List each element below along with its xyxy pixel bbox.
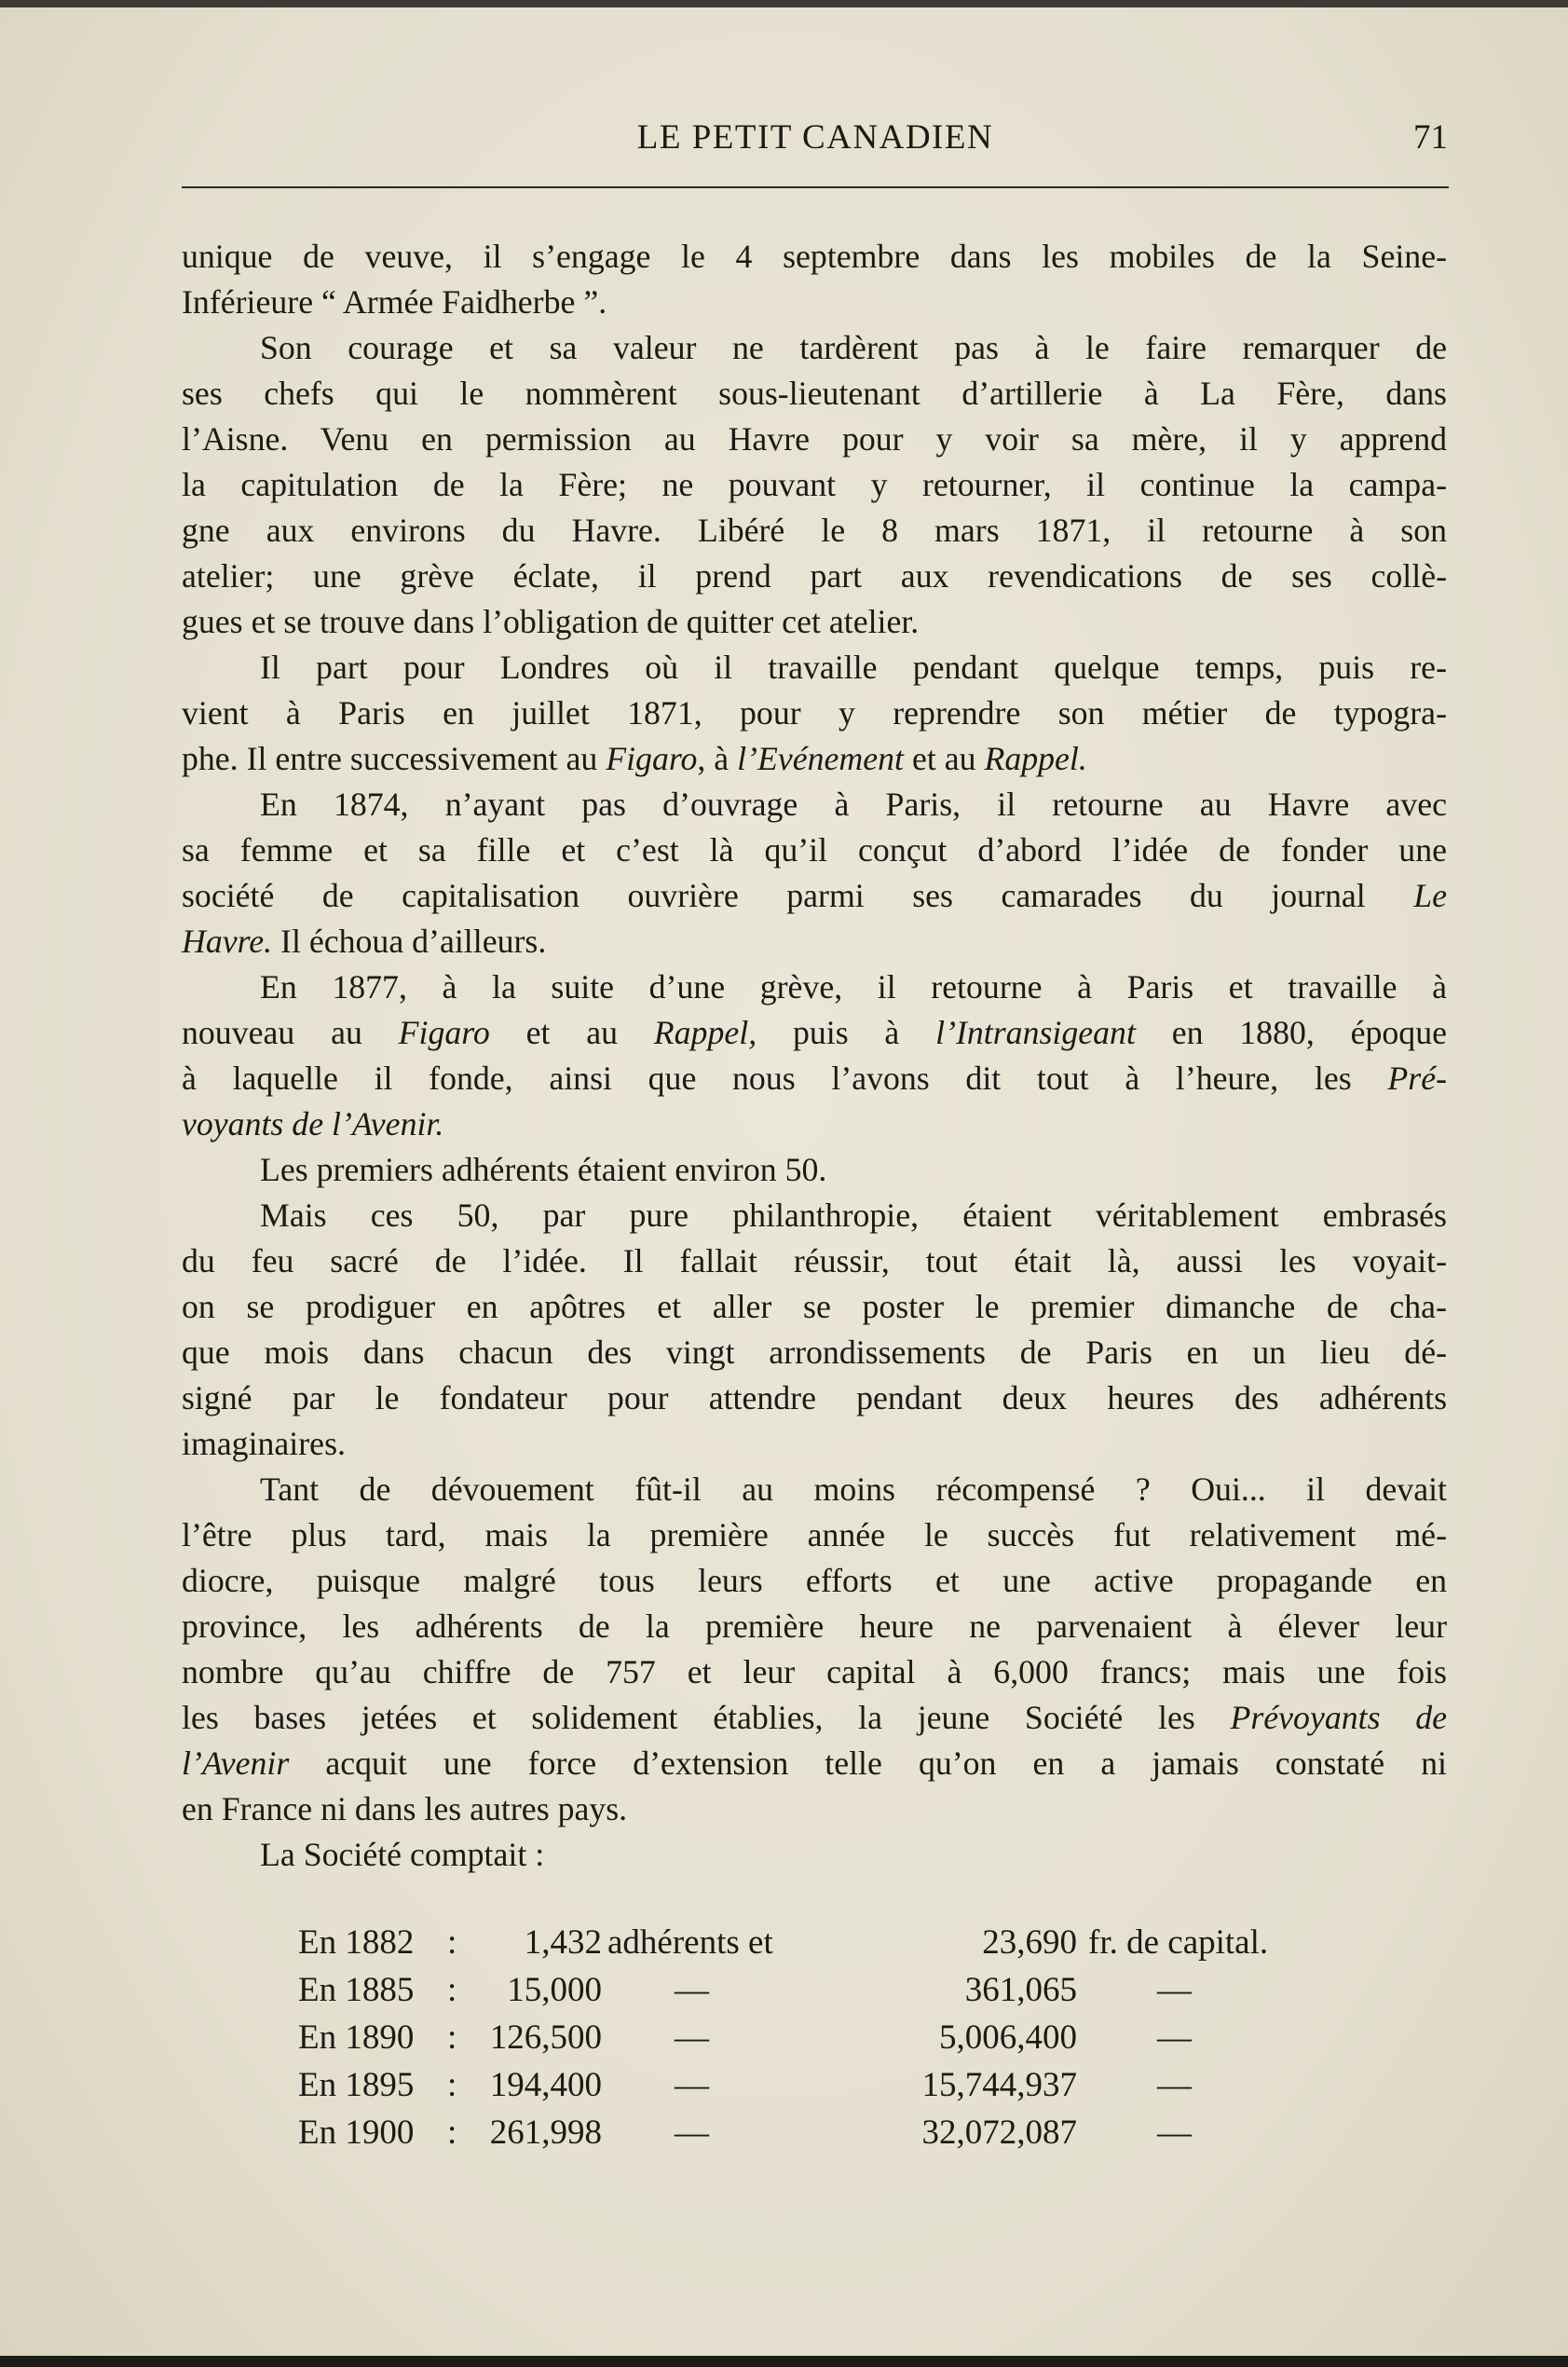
text-line (182, 1695, 1447, 1741)
paragraph (182, 645, 1447, 782)
text-line (182, 1330, 1447, 1375)
cell-dash1: — (675, 2114, 709, 2152)
text-run: Inférieure “ Armée Faidherbe ”. (182, 283, 607, 321)
cell-capital: 5,006,400 (939, 2018, 1077, 2057)
text-line (182, 691, 1447, 736)
cell-dash2: — (1157, 2018, 1192, 2057)
italic-title: Le (1413, 877, 1447, 914)
text-line (182, 1832, 1447, 1878)
text-line (182, 508, 1447, 554)
text-line (182, 1010, 1447, 1056)
text-line (182, 371, 1447, 417)
table-row (298, 2018, 1370, 2065)
text-line (182, 1056, 1447, 1101)
text-line (182, 782, 1447, 828)
text-line (182, 919, 1447, 965)
text-run: l’être plus tard, mais la première année le succès fut relativement mé- (182, 1516, 1447, 1553)
scan-top-edge (0, 0, 1568, 7)
cell-year: En 1882 (298, 1923, 415, 1962)
text-run: signé par le fondateur pour attendre pendant deux heures des adhérents (182, 1379, 1447, 1416)
cell-year: En 1890 (298, 2018, 415, 2057)
italic-title: Rappel. (984, 740, 1087, 777)
text-run: et au (904, 740, 985, 777)
cell-year: En 1895 (298, 2066, 415, 2104)
cell-dash2: — (1157, 1971, 1192, 2009)
text-line (182, 1147, 1447, 1193)
text-run: la capitulation de la Fère; ne pouvant y retourner, il continue la campa- (182, 466, 1447, 503)
table-row (298, 2065, 1370, 2113)
text-line (182, 873, 1447, 919)
cell-members: 126,500 (489, 2018, 602, 2057)
cell-sep: : (447, 2018, 457, 2057)
text-run: à laquelle il fonde, ainsi que nous l’avons dit tout à l’heure, les (182, 1060, 1388, 1097)
cell-dash2: — (1157, 2114, 1192, 2152)
text-run: En 1877, à la suite d’une grève, il retourne à Paris et travaille à (260, 968, 1447, 1006)
text-run: Tant de dévouement fût-il au moins récompensé ? Oui... il devait (260, 1471, 1447, 1508)
text-run: nombre qu’au chiffre de 757 et leur capital à 6,000 francs; mais une fois (182, 1653, 1447, 1690)
paragraph (182, 1467, 1447, 1832)
cell-capital: 361,065 (964, 1971, 1077, 2009)
text-run: Il part pour Londres où il travaille pendant quelque temps, puis re- (260, 649, 1447, 686)
text-run: imaginaires. (182, 1425, 346, 1462)
cell-sep: : (447, 1923, 457, 1962)
cell-dash1: — (675, 2066, 709, 2104)
text-line (182, 1467, 1447, 1512)
text-run: phe. Il entre successivement au (182, 740, 607, 777)
text-line (182, 462, 1447, 508)
text-run: société de capitalisation ouvrière parmi ses camarades du journal (182, 877, 1414, 914)
text-line (182, 736, 1447, 782)
text-run: Son courage et sa valeur ne tardèrent pas à le faire remarquer de (260, 329, 1447, 366)
italic-title: l’Intransigeant (935, 1014, 1136, 1051)
text-run: acquit une force d’extension telle qu’on en a jamais constaté ni (289, 1744, 1447, 1782)
text-line (182, 234, 1447, 280)
text-run: diocre, puisque malgré tous leurs efforts et une active propagande en (182, 1562, 1447, 1599)
cell-dash1: — (675, 1971, 709, 2009)
membership-table (298, 1922, 1370, 2160)
text-line (182, 599, 1447, 645)
paragraph (182, 782, 1447, 965)
body-text (182, 234, 1447, 1878)
text-run: gues et se trouve dans l’obligation de quitter cet atelier. (182, 603, 920, 640)
italic-title: Pré- (1387, 1060, 1447, 1097)
italic-title: Havre. (182, 923, 273, 960)
cell-sep: : (447, 2066, 457, 2104)
text-run: on se prodiguer en apôtres et aller se poster le premier dimanche de cha- (182, 1288, 1447, 1325)
text-run: en 1880, époque (1135, 1014, 1447, 1051)
cell-capital: 15,744,937 (921, 2066, 1077, 2104)
book-page (0, 7, 1568, 2356)
cell-members: 15,000 (507, 1971, 602, 2009)
italic-title: voyants de l’Avenir. (182, 1105, 444, 1142)
text-run: province, les adhérents de la première heure ne parvenaient à élever leur (182, 1608, 1447, 1645)
cell-capital: 23,690 (982, 1923, 1077, 1962)
text-line (182, 325, 1447, 371)
text-run: La Société comptait : (260, 1836, 545, 1873)
text-run: que mois dans chacun des vingt arrondissements de Paris en un lieu dé- (182, 1334, 1447, 1371)
cell-unit1: adhérents et (607, 1923, 773, 1962)
italic-title: Rappel, (653, 1014, 757, 1051)
text-run: nouveau au (182, 1014, 399, 1051)
italic-title: l’Evénement (737, 740, 904, 777)
paragraph (182, 1832, 1447, 1878)
table-row (298, 2113, 1370, 2160)
text-run: atelier; une grève éclate, il prend part aux revendications de ses collè- (182, 557, 1447, 595)
paragraph (182, 234, 1447, 325)
paragraph (182, 1193, 1447, 1467)
text-run: sa femme et sa fille et c’est là qu’il conçut d’abord l’idée de fonder une (182, 831, 1447, 869)
text-line (182, 417, 1447, 462)
italic-title: Figaro (606, 740, 698, 777)
paragraph (182, 1147, 1447, 1193)
text-line (182, 1786, 1447, 1832)
cell-dash2: — (1157, 2066, 1192, 2104)
page-header (182, 117, 1449, 164)
text-run: unique de veuve, il s’engage le 4 septembre dans les mobiles de la Seine- (182, 238, 1447, 275)
italic-title: Prévoyants de (1230, 1699, 1447, 1736)
cell-sep: : (447, 2114, 457, 2152)
italic-title: l’Avenir (182, 1744, 290, 1782)
text-line (182, 1284, 1447, 1330)
cell-year: En 1900 (298, 2114, 415, 2152)
text-run: Les premiers adhérents étaient environ 50. (260, 1151, 827, 1188)
text-line (182, 1604, 1447, 1649)
cell-year: En 1885 (298, 1971, 415, 2009)
text-run: , à (697, 740, 738, 777)
text-run: en France ni dans les autres pays. (182, 1790, 628, 1827)
running-title: LE PETIT CANADIEN (636, 118, 994, 157)
cell-unit2: fr. de capital. (1088, 1923, 1269, 1962)
text-line (182, 1193, 1447, 1238)
text-line (182, 828, 1447, 873)
text-line (182, 554, 1447, 599)
text-line (182, 965, 1447, 1010)
text-line (182, 1101, 1447, 1147)
cell-members: 1,432 (524, 1923, 602, 1962)
text-run: Il échoua d’ailleurs. (272, 923, 547, 960)
cell-members: 194,400 (489, 2066, 602, 2104)
text-run: ses chefs qui le nommèrent sous-lieutenant d’artillerie à La Fère, dans (182, 375, 1447, 412)
table-row (298, 1970, 1370, 2018)
header-rule (182, 186, 1449, 188)
page-number: 71 (1413, 118, 1448, 157)
italic-title: Figaro (398, 1014, 490, 1051)
text-line (182, 1238, 1447, 1284)
text-run: puis à (757, 1014, 936, 1051)
text-line (182, 645, 1447, 691)
cell-members: 261,998 (489, 2114, 602, 2152)
text-line (182, 1741, 1447, 1786)
text-run: Mais ces 50, par pure philanthropie, étaient véritablement embrasés (260, 1197, 1447, 1234)
text-run: du feu sacré de l’idée. Il fallait réussir, tout était là, aussi les voyait- (182, 1242, 1447, 1279)
paragraph (182, 965, 1447, 1147)
cell-capital: 32,072,087 (921, 2114, 1077, 2152)
text-line (182, 280, 1447, 325)
text-run: En 1874, n’ayant pas d’ouvrage à Paris, il retourne au Havre avec (260, 786, 1447, 823)
text-line (182, 1558, 1447, 1604)
text-run: l’Aisne. Venu en permission au Havre pour y voir sa mère, il y apprend (182, 420, 1447, 458)
paragraph (182, 325, 1447, 645)
table-row (298, 1922, 1370, 1970)
cell-sep: : (447, 1971, 457, 2009)
text-line (182, 1649, 1447, 1695)
text-line (182, 1421, 1447, 1467)
text-run: et au (489, 1014, 654, 1051)
text-line (182, 1375, 1447, 1421)
text-run: vient à Paris en juillet 1871, pour y reprendre son métier de typogra- (182, 694, 1447, 732)
text-run: les bases jetées et solidement établies, la jeune Société les (182, 1699, 1231, 1736)
text-run: gne aux environs du Havre. Libéré le 8 mars 1871, il retourne à son (182, 512, 1447, 549)
text-line (182, 1512, 1447, 1558)
cell-dash1: — (675, 2018, 709, 2057)
